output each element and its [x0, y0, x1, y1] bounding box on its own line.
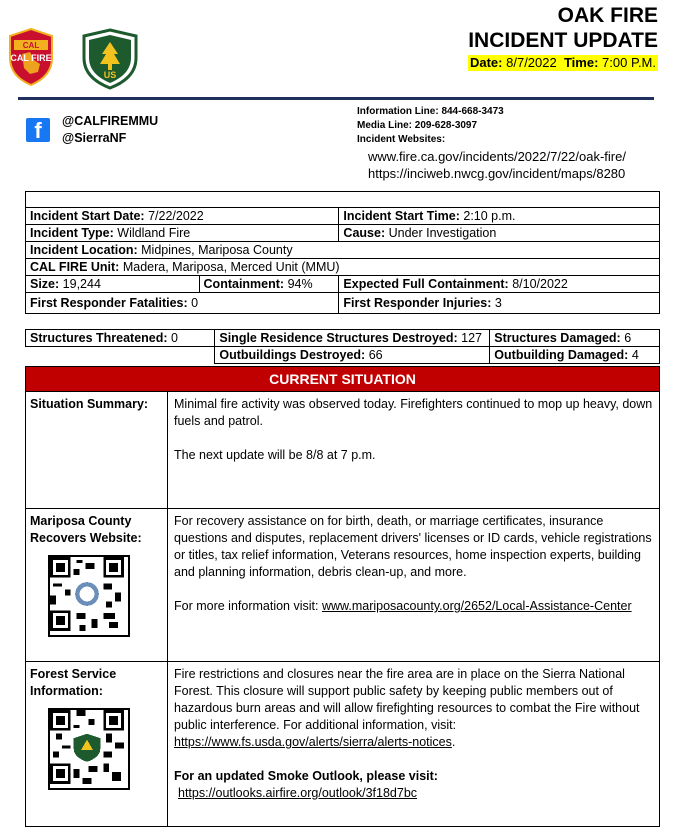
table-row — [26, 208, 660, 225]
injuries-cell: First Responder Injuries: 3 — [339, 293, 660, 314]
mariposa-label: Mariposa County Recovers Website: — [30, 514, 142, 545]
mariposa-label-cell — [26, 509, 168, 662]
sierranf-handle[interactable]: @SierraNF — [62, 131, 127, 145]
start-date-cell: Incident Start Date: 7/22/2022 — [26, 208, 339, 225]
calfire-incident-link[interactable]: www.fire.ca.gov/incidents/2022/7/22/oak-fire/ — [368, 149, 626, 164]
mariposa-text — [168, 509, 660, 662]
structures-table — [25, 329, 660, 364]
location-cell: Incident Location: Midpines, Mariposa County — [26, 242, 660, 259]
outbuildings-destroyed-cell: Outbuildings Destroyed: 66 — [215, 347, 490, 364]
smoke-label: For an updated Smoke Outlook, please visit: — [174, 769, 438, 783]
forest-paragraph: Fire restrictions and closures near the fire area are in place on the Sierra National Forest. This closure will support public safety by keeping public members out of hazardous burn areas and will allow firefighting resources to combat the Fire without public interference. For additional information, visit: — [174, 667, 640, 732]
date-value: 8/7/2022 — [506, 55, 557, 70]
mariposa-paragraph: For recovery assistance on for birth, death, or marriage certificates, insurance questions and disputes, replacement drivers' licenses or ID cards, vehicle registrations or titles, tax relief information, Veterans resources, home inspection experts, building and planning information, debris clean-up, and more. — [174, 514, 652, 579]
forest-row — [26, 662, 660, 827]
incident-facts-table — [25, 191, 660, 314]
info-line: Information Line: 844-668-3473 — [357, 106, 504, 117]
situation-heading-row — [26, 367, 660, 392]
time-label: Time: — [563, 55, 599, 70]
forest-text — [168, 662, 660, 827]
date-label: Date: — [469, 55, 503, 70]
forest-qr-code[interactable] — [48, 708, 130, 790]
threatened-cell: Structures Threatened: 0 — [26, 330, 215, 347]
table-row — [26, 276, 660, 293]
damaged-cell: Structures Damaged: 6 — [490, 330, 660, 347]
containment-cell: Containment: 94% — [199, 276, 339, 293]
incident-type-cell: Incident Type: Wildland Fire — [26, 225, 339, 242]
start-time-cell: Incident Start Time: 2:10 p.m. — [339, 208, 660, 225]
full-containment-cell: Expected Full Containment: 8/10/2022 — [339, 276, 660, 293]
incident-subtitle: INCIDENT UPDATE — [468, 29, 658, 52]
current-situation-table — [25, 366, 660, 827]
facebook-icon: f — [26, 118, 50, 142]
residence-destroyed-cell: Single Residence Structures Destroyed: 127 — [215, 330, 490, 347]
summary-row — [26, 392, 660, 509]
summary-paragraph: Minimal fire activity was observed today. Firefighters continued to mop up heavy, down fuels and patrol. — [174, 397, 653, 428]
fatalities-cell: First Responder Fatalities: 0 — [26, 293, 339, 314]
media-line: Media Line: 209-628-3097 — [357, 120, 478, 131]
social-handles — [62, 113, 158, 147]
blank-row — [26, 192, 660, 208]
incident-title: OAK FIRE — [557, 4, 658, 27]
mariposa-row — [26, 509, 660, 662]
summary-label: Situation Summary: — [26, 392, 168, 509]
svg-text:CAL FIRE: CAL FIRE — [10, 53, 52, 63]
forest-label-cell — [26, 662, 168, 827]
unit-cell: CAL FIRE Unit: Madera, Mariposa, Merced Unit (MMU) — [26, 259, 660, 276]
websites-label: Incident Websites: — [357, 134, 446, 145]
mariposa-more-info: For more information visit: www.mariposacounty.org/2652/Local-Assistance-Center — [174, 599, 632, 613]
mariposa-qr-code[interactable] — [48, 555, 130, 637]
incident-websites — [368, 148, 626, 182]
calfire-logo — [8, 28, 54, 86]
inciweb-link[interactable]: https://inciweb.nwcg.gov/incident/maps/8280 — [368, 166, 626, 181]
cause-cell: Cause: Under Investigation — [339, 225, 660, 242]
forest-alerts-link[interactable]: https://www.fs.usda.gov/alerts/sierra/alerts-notices — [174, 735, 452, 749]
table-row — [26, 259, 660, 276]
smoke-outlook-link[interactable]: https://outlooks.airfire.org/outlook/3f18d7bc — [178, 786, 418, 800]
date-time-line — [468, 55, 658, 71]
table-row — [26, 330, 660, 347]
calfire-handle[interactable]: @CALFIREMMU — [62, 114, 159, 128]
svg-text:US: US — [103, 70, 117, 80]
forest-link-line: https://www.fs.usda.gov/alerts/sierra/alerts-notices. — [174, 735, 456, 749]
size-cell: Size: 19,244 — [26, 276, 200, 293]
table-row — [26, 293, 660, 314]
forest-label: Forest Service Information: — [30, 667, 117, 698]
table-row — [26, 225, 660, 242]
mariposa-link[interactable]: www.mariposacounty.org/2652/Local-Assistance-Center — [321, 599, 632, 613]
time-value: 7:00 P.M. — [602, 55, 656, 70]
outbuilding-damaged-cell: Outbuilding Damaged: 4 — [490, 347, 660, 364]
table-row — [26, 347, 660, 364]
usfs-logo — [80, 28, 140, 90]
situation-heading: CURRENT SITUATION — [26, 367, 660, 392]
smoke-link-line — [174, 785, 655, 802]
summary-text — [168, 392, 660, 509]
svg-text:CAL: CAL — [22, 41, 40, 50]
next-update: The next update will be 8/8 at 7 p.m. — [174, 448, 376, 462]
contact-info — [357, 105, 504, 147]
header-divider — [18, 97, 654, 100]
table-row — [26, 242, 660, 259]
